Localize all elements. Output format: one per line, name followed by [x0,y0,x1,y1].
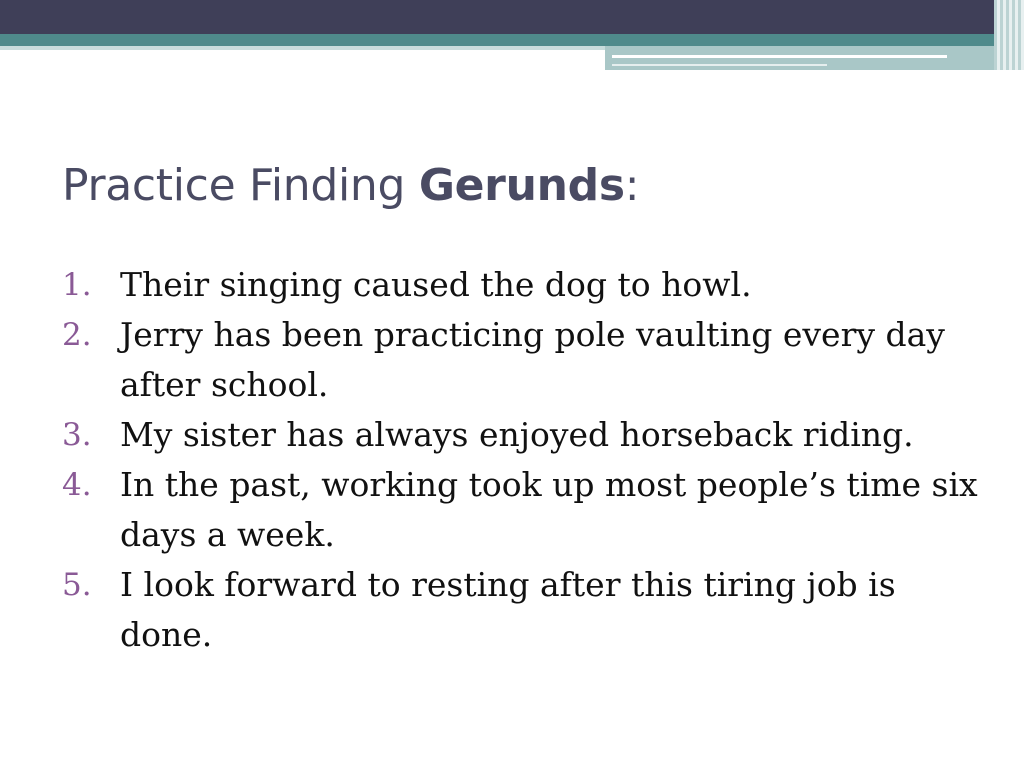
list-item [62,560,982,660]
header-decoration-block [605,46,1000,70]
list-item-text: My sister has always enjoyed horseback riding. [120,415,914,454]
header-decoration-bars [994,0,1024,70]
title-suffix: : [624,160,640,211]
header-band-dark [0,0,1024,34]
header-decoration-line [612,64,827,66]
list-item [62,310,982,410]
list-number: 2. [62,317,92,353]
list-item [62,260,982,310]
list-number: 5. [62,567,92,603]
list-number: 1. [62,267,92,303]
list-item-text: Their singing caused the dog to howl. [120,265,752,304]
title-text: Practice Finding [62,160,419,211]
list-item-text: I look forward to resting after this tiring job is done. [120,565,896,654]
slide-title [62,160,639,211]
sentence-list [62,260,982,660]
list-item-text: Jerry has been practicing pole vaulting every day after school. [120,315,945,404]
list-number: 3. [62,417,92,453]
title-emphasis: Gerunds [418,160,625,211]
list-item [62,460,982,560]
header-decoration-line [612,55,947,58]
header-stripe [0,46,605,50]
list-number: 4. [62,467,92,503]
header-band-teal [0,34,1024,46]
list-item [62,410,982,460]
list-item-text: In the past, working took up most people’s time six days a week. [120,465,978,554]
